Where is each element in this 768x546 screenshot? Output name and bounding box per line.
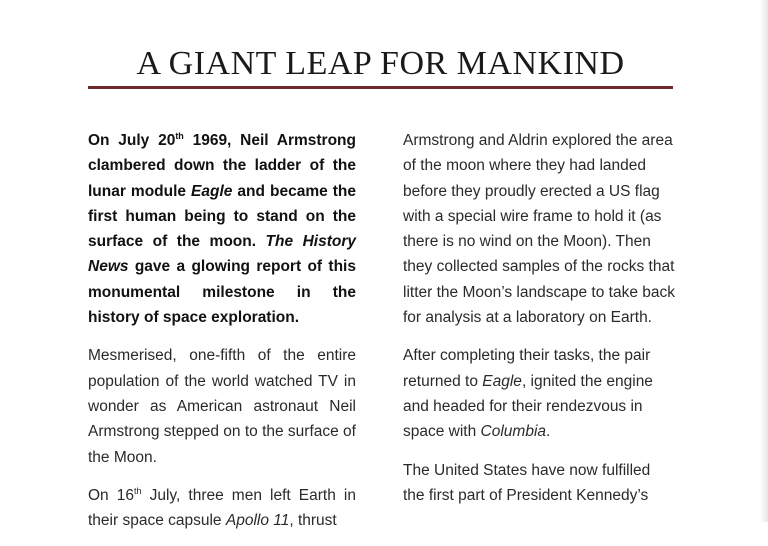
lead-paragraph [88, 128, 356, 330]
rp2-italic-columbia: Columbia [480, 423, 547, 441]
right-paragraph-3: The United States have now fulfilled the first part of President Kennedy’s [403, 461, 651, 504]
right-paragraph-1: Armstrong and Aldrin explored the area of the moon where they had landed before they proudly erected a US flag with a special wire frame to hold it (as there is no wind on the Moon). Then they collected samples of the rocks that litter the Moon’s landscape to take back for analysis at a laboratory on Earth. [403, 132, 675, 327]
rp2-text-2: , ignited the engine and headed for their rendezvous in space with [403, 372, 653, 441]
rp2-text-1: After completing their tasks, the pair returned to [403, 347, 651, 390]
headline: A GIANT LEAP FOR MANKIND [136, 45, 625, 82]
p3-text-2: July, three men left Earth in their space capsule [88, 486, 356, 530]
lead-text-1: On July 20 [88, 132, 176, 149]
lead-text-4: gave a glowing report of this monumental milestone in the history of space exploration. [88, 258, 356, 327]
right-paragraph-2 [403, 343, 675, 444]
headline-rule [88, 86, 673, 89]
page-edge-shadow [760, 0, 768, 522]
left-paragraph-2: Mesmerised, one-fifth of the entire population of the world watched TV in wonder as American astronaut Neil Armstrong stepped on to the surface of the Moon. [88, 347, 356, 466]
lead-text-2: 1969, Neil Armstrong clambered down the ladder of the lunar module [88, 132, 356, 200]
right-column [403, 128, 675, 521]
p3-text-3: , thrust [289, 512, 337, 530]
p3-italic-apollo: Apollo 11 [225, 512, 290, 530]
p3-text-1: On 16 [88, 486, 134, 504]
lead-italic-eagle: Eagle [191, 182, 233, 200]
left-paragraph-3 [88, 483, 356, 534]
rp2-italic-eagle: Eagle [482, 372, 522, 390]
lead-italic-history-news: The History News [88, 233, 356, 276]
left-column [88, 128, 356, 546]
lead-text-3: and became the first human being to stand on the surface of the moon. [88, 182, 356, 251]
rp2-text-3: . [546, 423, 551, 441]
p3-superscript: th [134, 485, 142, 496]
lead-superscript: th [175, 131, 184, 141]
